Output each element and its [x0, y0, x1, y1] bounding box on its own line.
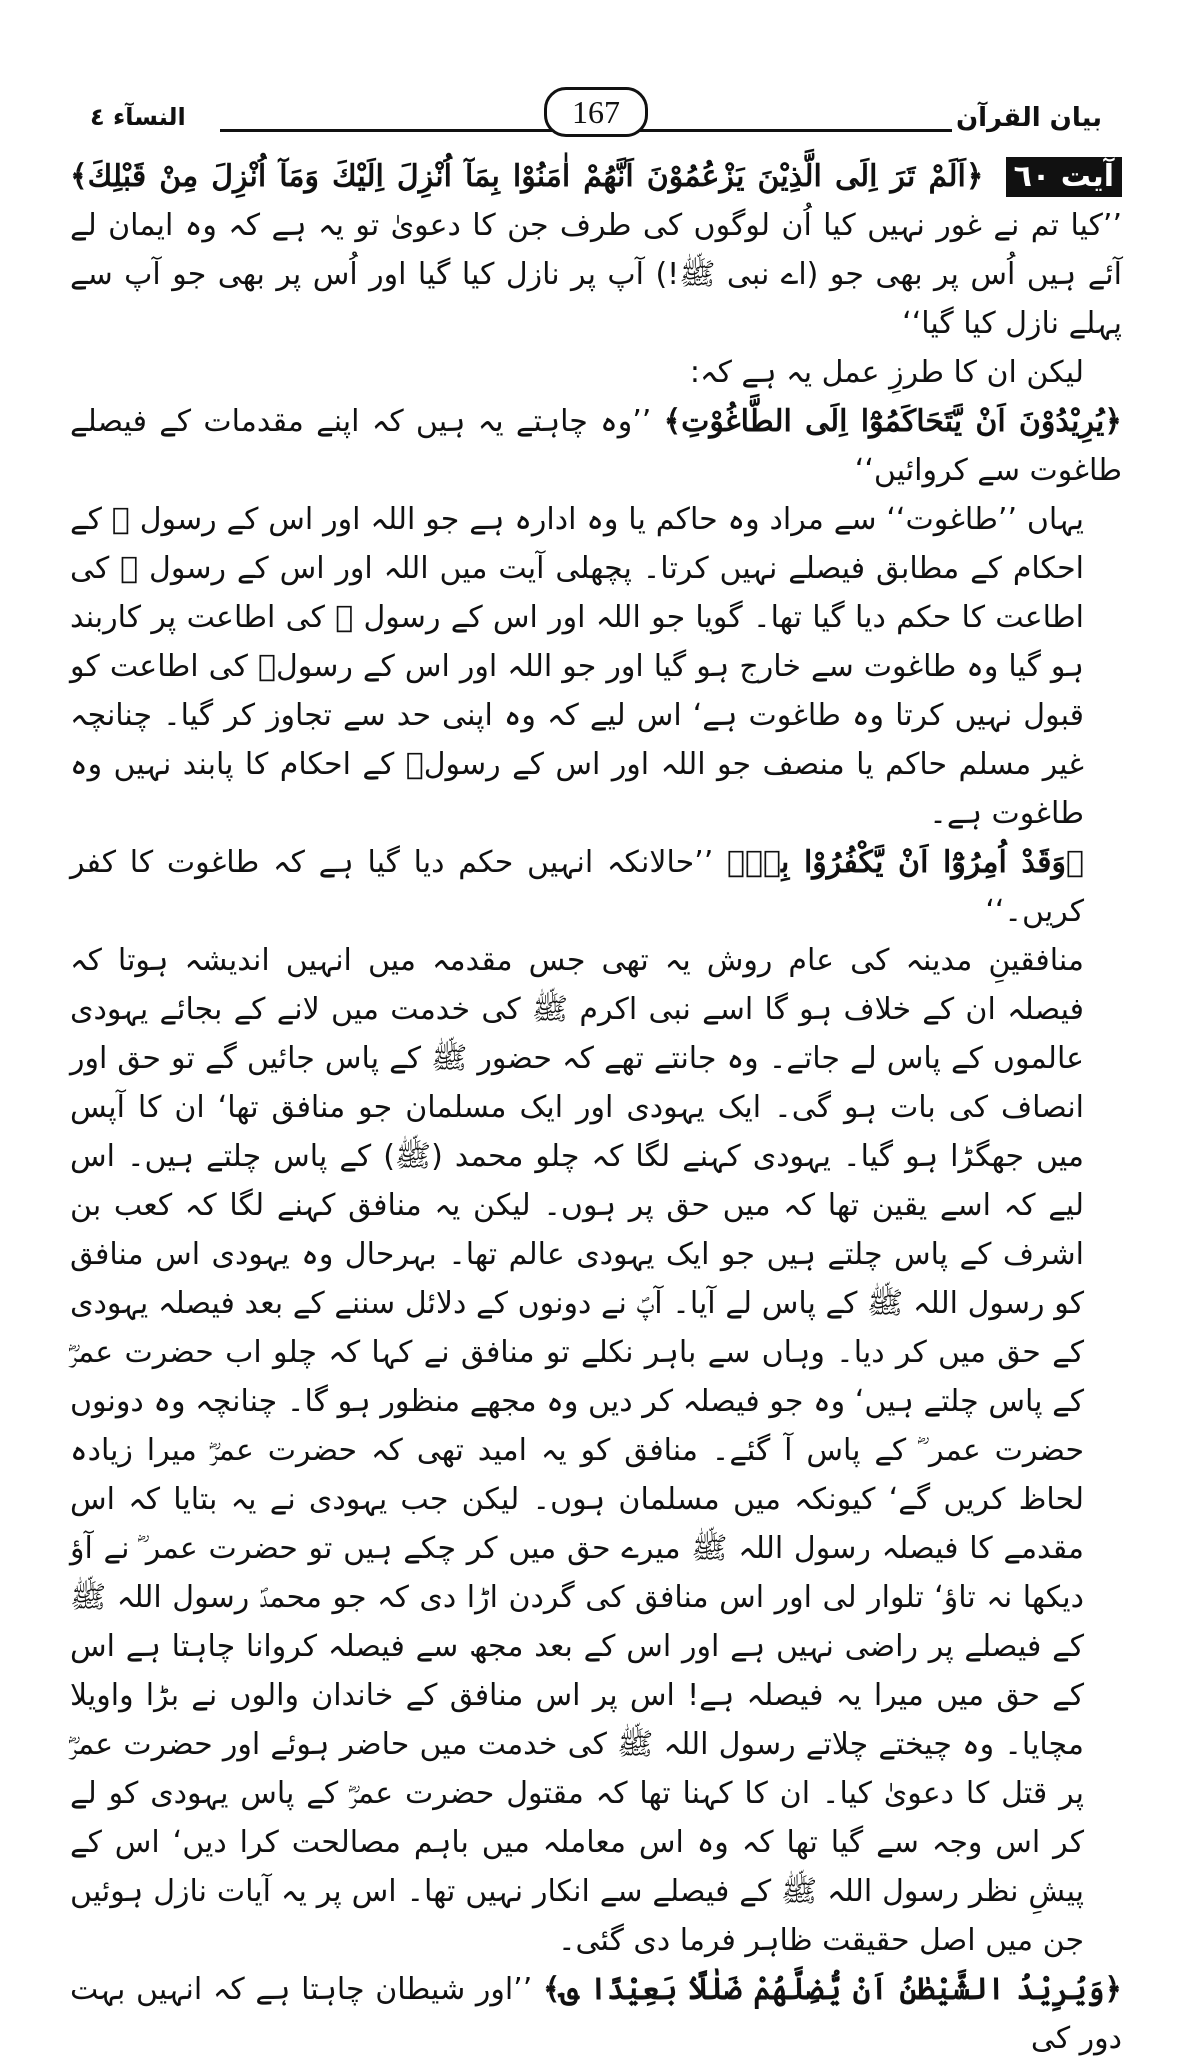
book-title: بیان القرآن — [955, 103, 1102, 133]
verse-60 — [70, 152, 1122, 348]
page-body — [70, 152, 1122, 2063]
story-paragraph: منافقینِ مدینہ کی عام روش یہ تھی جس مقدمہ میں انہیں اندیشہ ہوتا کہ فیصلہ ان کے خلاف ہو گا اسے نبی اکرم ﷺ کی خدمت میں لانے کے بجائے یہودی عالموں کے پاس لے جاتے۔ وہ جانتے تھے کہ حضور ﷺ کے پاس جائیں گے تو حق اور انصاف کی بات ہو گی۔ ایک یہودی اور ایک مسلمان جو منافق تھا‘ ان کا آپس میں جھگڑا ہو گیا۔ یہودی کہنے لگا کہ چلو محمد (ﷺ) کے پاس چلتے ہیں۔ اس لیے کہ اسے یقین تھا کہ میں حق پر ہوں۔ لیکن یہ منافق کہنے لگا کہ کعب بن اشرف کے پاس چلتے ہیں جو ایک یہودی عالم تھا۔ بہرحال وہ یہودی اس منافق کو رسول اللہ ﷺ کے پاس لے آیا۔ آپؐ نے دونوں کے دلائل سننے کے بعد فیصلہ یہودی کے حق میں کر دیا۔ وہاں سے باہر نکلے تو منافق نے کہا کہ چلو اب حضرت عمرؓ کے پاس چلتے ہیں‘ وہ جو فیصلہ کر دیں وہ مجھے منظور ہو گا۔ چنانچہ وہ دونوں حضرت عمر ؓ کے پاس آ گئے۔ منافق کو یہ امید تھی کہ حضرت عمرؓ میرا زیادہ لحاظ کریں گے‘ کیونکہ میں مسلمان ہوں۔ لیکن جب یہودی نے یہ بتایا کہ اس مقدمے کا فیصلہ رسول اللہ ﷺ میرے حق میں کر چکے ہیں تو حضرت عمر ؓ نے آؤ دیکھا نہ تاؤ‘ تلوار لی اور اس منافق کی گردن اڑا دی کہ جو محمدؐ رسول اللہ ﷺ کے فیصلے پر راضی نہیں ہے اور اس کے بعد مجھ سے فیصلہ کروانا چاہتا ہے اس کے حق میں میرا یہ فیصلہ ہے! اس پر اس منافق کے خاندان والوں نے بڑا واویلا مچایا۔ وہ چیختے چلاتے رسول اللہ ﷺ کی خدمت میں حاضر ہوئے اور حضرت عمرؓ پر قتل کا دعویٰ کیا۔ ان کا کہنا تھا کہ مقتول حضرت عمرؓ کے پاس یہودی کو لے کر اس وجہ سے گیا تھا کہ وہ اس معاملہ میں باہم مصالحت کرا دیں‘ اس کے پیشِ نظر رسول اللہ ﷺ کے فیصلے سے انکار نہیں تھا۔ اس پر یہ آیات نازل ہوئیں جن میں اصل حقیقت ظاہر فرما دی گئی۔ — [70, 943, 1084, 1958]
page-header — [90, 95, 1102, 141]
phrase-3 — [70, 1965, 1122, 2063]
phrase-2-translation: ’’حالانکہ انہیں حکم دیا گیا ہے کہ طاغوت کا کفر کریں۔‘‘ — [70, 845, 1084, 929]
phrase-2-arabic: ﴿وَقَدْ اُمِرُوْٓا اَنْ یَّکْفُرُوْا بِهٖ﴾ — [726, 845, 1085, 880]
page-number: 167 — [544, 87, 648, 137]
taghut-paragraph: یہاں ’’طاغوت‘‘ سے مراد وہ حاکم یا وہ ادارہ ہے جو اللہ اور اس کے رسول ؐ کے احکام کے مطابق فیصلے نہیں کرتا۔ پچھلی آیت میں اللہ اور اس کے رسول ﷺ کی اطاعت کا حکم دیا گیا تھا۔ گویا جو اللہ اور اس کے رسول ﷺ کی اطاعت پر کاربند ہو گیا وہ طاغوت سے خارج ہو گیا اور جو اللہ اور اس کے رسولؐ کی اطاعت کو قبول نہیں کرتا وہ طاغوت ہے‘ اس لیے کہ وہ اپنی حد سے تجاوز کر گیا۔ چنانچہ غیر مسلم حاکم یا منصف جو اللہ اور اس کے رسولؐ کے احکام کا پابند نہیں وہ طاغوت ہے۔ — [70, 502, 1084, 831]
phrase-1-arabic: ﴿یُرِیْدُوْنَ اَنْ یَّتَحَاکَمُوْٓا اِلَی الطَّاغُوْتِ﴾ — [663, 404, 1122, 439]
phrase-1-translation: ’’وہ چاہتے یہ ہیں کہ اپنے مقدمات کے فیصلے طاغوت سے کروائیں‘‘ — [70, 404, 1122, 488]
surah-name: النسآء ٤ — [90, 103, 186, 131]
intro-line: لیکن ان کا طرزِ عمل یہ ہے کہ: — [689, 355, 1084, 390]
phrase-3-arabic: ﴿وَیُرِیْدُ الشَّیْطٰنُ اَنْ یُّضِلَّھُمْ ضَلٰلًاۢ بَعِیْدًا ؈﴾ — [542, 1972, 1122, 2007]
phrase-2 — [70, 838, 1122, 936]
phrase-1 — [70, 397, 1122, 495]
verse-60-translation: ’’کیا تم نے غور نہیں کیا اُن لوگوں کی طرف جن کا دعویٰ تو یہ ہے کہ وہ ایمان لے آئے ہیں اُس پر بھی جو (اے نبی ﷺ!) آپ پر نازل کیا گیا اور اُس پر بھی جو آپ سے پہلے نازل کیا گیا‘‘ — [70, 208, 1122, 341]
phrase-3-translation: ’’اور شیطان چاہتا ہے کہ انہیں بہت دور کی — [70, 1972, 1122, 2056]
verse-60-arabic: ﴿اَلَمْ تَرَ اِلَی الَّذِیْنَ یَزْعُمُوْنَ اَنَّھُمْ اٰمَنُوْا بِمَآ اُنْزِلَ اِلَیْكَ وَمَآ اُنْزِلَ مِنْ قَبْلِكَ﴾ — [70, 159, 984, 194]
ayat-label: آیت ٦٠ — [1006, 157, 1122, 197]
